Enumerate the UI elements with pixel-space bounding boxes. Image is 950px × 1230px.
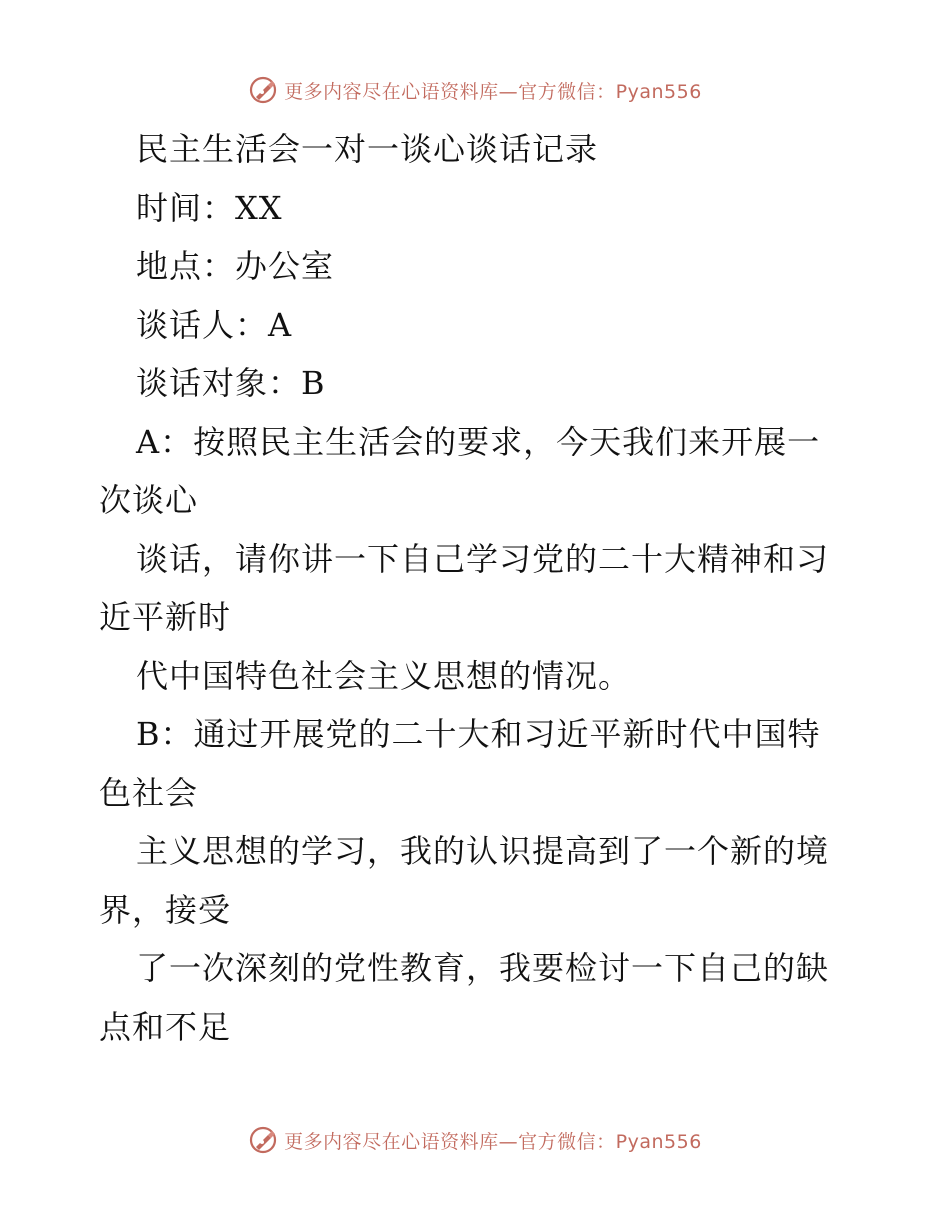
interviewee: 谈话对象：B (136, 364, 326, 402)
text-line: 主义思想的学习，我的认识提高到了一个新的境 (136, 832, 830, 870)
watermark-brand: 更多内容尽在心语资料库 (284, 1130, 499, 1153)
text-line: 界，接受 (99, 890, 232, 929)
conversation-text (99, 413, 859, 1057)
watermark-text (284, 1127, 702, 1154)
text-line: 次谈心 (99, 481, 199, 519)
pen-logo-icon (248, 75, 278, 105)
footer-watermark (0, 1122, 950, 1158)
document-title: 民主生活会一对一谈心谈话记录 (136, 130, 599, 168)
document-body (99, 120, 859, 1056)
watermark-contact: 官方微信：Pyan556 (518, 1130, 702, 1153)
meeting-place: 地点：办公室 (136, 247, 335, 285)
text-line: A：按照民主生活会的要求，今天我们来开展一 (136, 422, 821, 461)
watermark-separator: — (498, 80, 519, 103)
speaker: 谈话人：A (136, 305, 293, 344)
meeting-time: 时间：XX (136, 188, 283, 227)
text-line: B：通过开展党的二十大和习近平新时代中国特 (136, 715, 821, 753)
text-line: 了一次深刻的党性教育，我要检讨一下自己的缺 (136, 949, 830, 987)
text-line: 色社会 (99, 773, 199, 812)
text-line: 点和不足 (99, 1007, 232, 1046)
watermark-brand: 更多内容尽在心语资料库 (284, 80, 499, 103)
pen-logo-icon (248, 1125, 278, 1155)
watermark-text (284, 77, 702, 104)
watermark-separator: — (498, 1130, 519, 1153)
text-line: 谈话，请你讲一下自己学习党的二十大精神和习 (136, 539, 830, 578)
header-watermark (0, 72, 950, 108)
text-line: 代中国特色社会主义思想的情况。 (136, 656, 632, 695)
text-line: 近平新时 (99, 598, 232, 636)
watermark-contact: 官方微信：Pyan556 (518, 80, 702, 103)
